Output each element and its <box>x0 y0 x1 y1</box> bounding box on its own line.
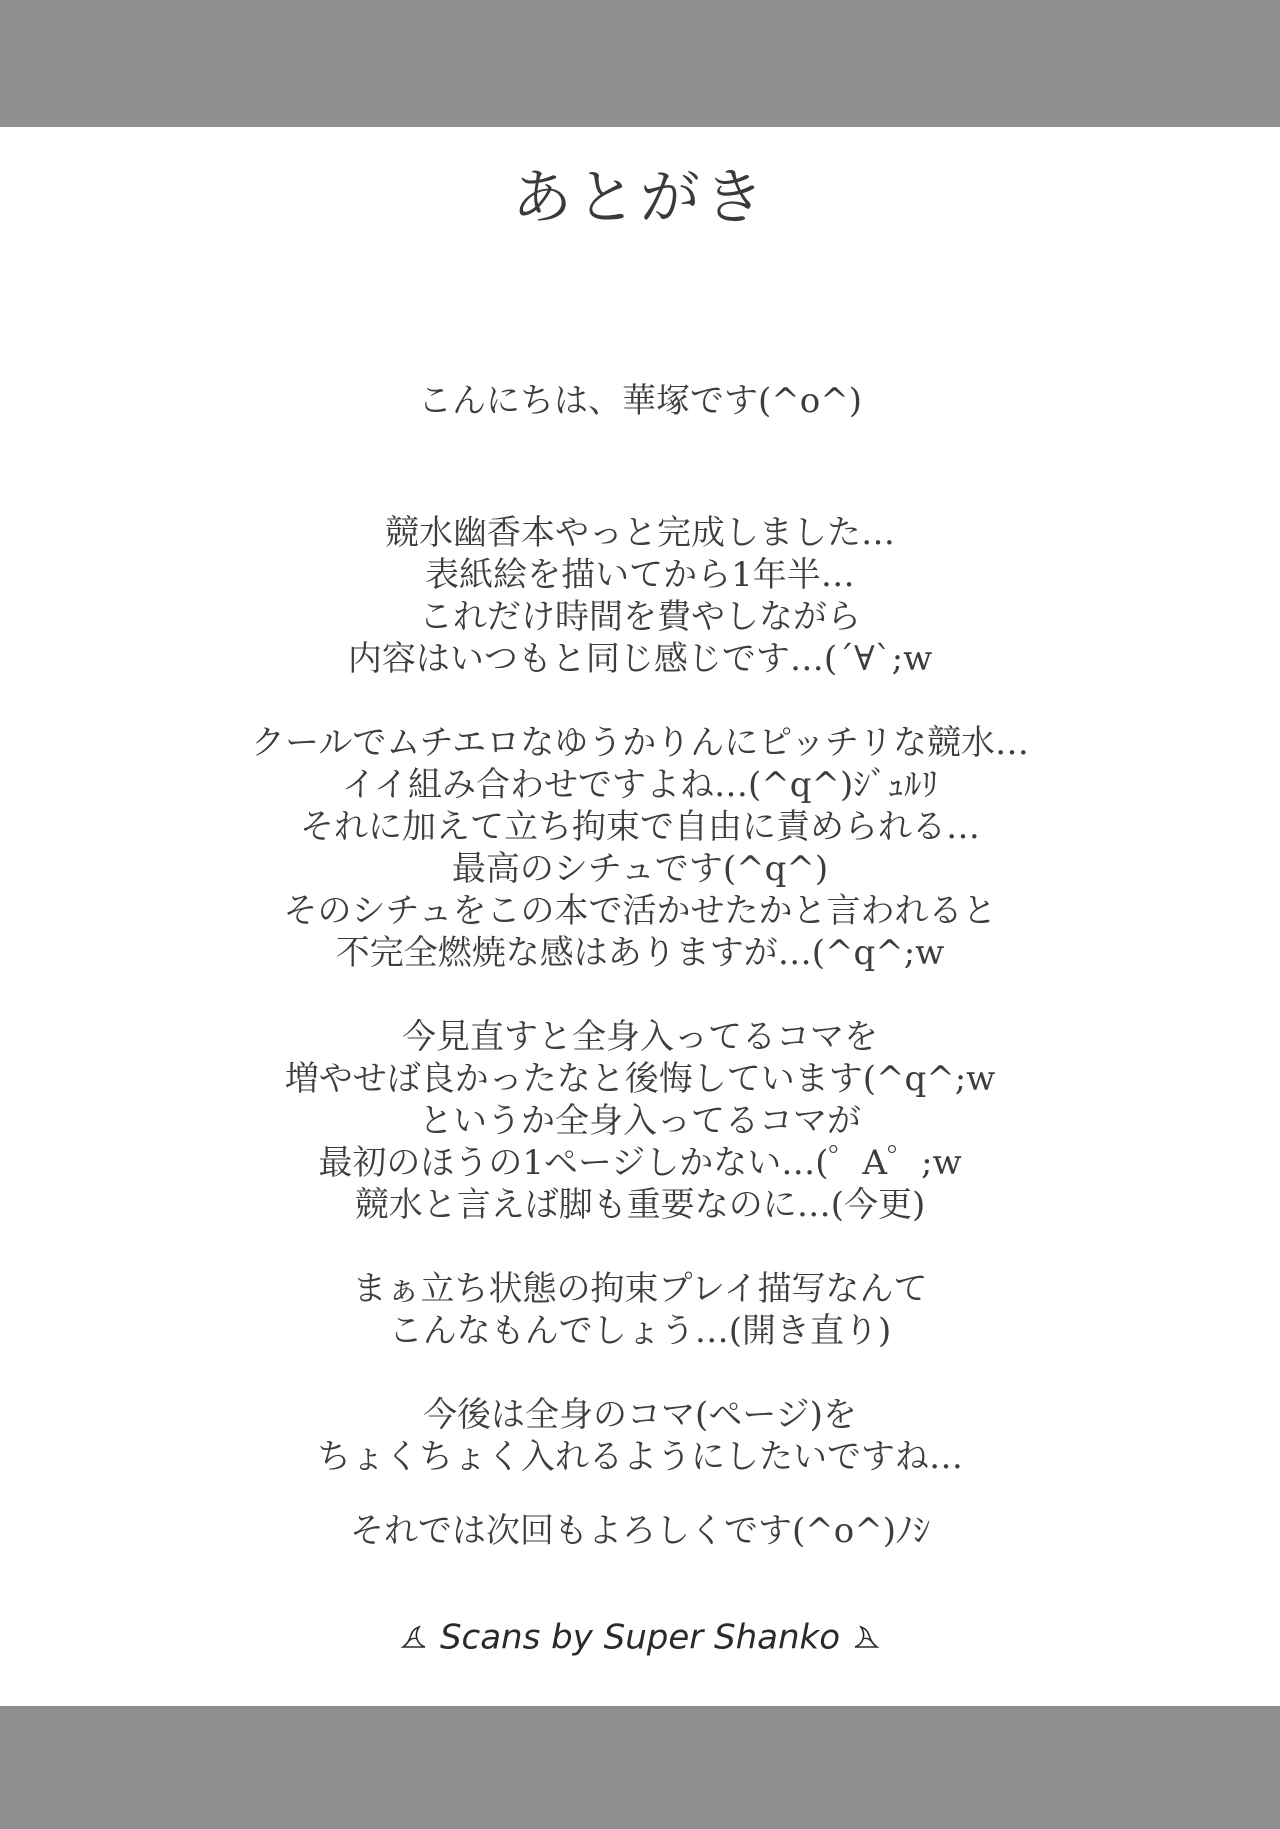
paragraph-line: クールでムチエロなゆうかりんにピッチリな競水… <box>251 723 1029 763</box>
paragraph-line: というか全身入ってるコマが <box>419 1101 861 1141</box>
paragraph-line: 不完全燃焼な感はありますが…(^q^;w <box>335 933 945 973</box>
spacer <box>0 422 1280 512</box>
page-title: あとがき <box>512 163 768 233</box>
paragraph-line: それに加えて立ち拘束で自由に責められる… <box>300 807 980 847</box>
spacer <box>0 1226 1280 1268</box>
paragraph-line: 競水と言えば脚も重要なのに…(今更) <box>354 1185 926 1225</box>
paragraph-line: 表紙絵を描いてから1年半… <box>425 555 855 595</box>
paragraph-line: ちょくちょく入れるようにしたいですね… <box>317 1437 963 1477</box>
paragraph-line: 最初のほうの1ページしかない…(゜A゜;w <box>318 1143 962 1183</box>
paragraph-line: 増やせば良かったなと後悔しています(^q^;w <box>284 1059 996 1099</box>
paragraph-line: まぁ立ち状態の拘束プレイ描写なんて <box>352 1269 928 1309</box>
flourish-left-icon <box>399 1623 429 1653</box>
paragraph-line: これだけ時間を費やしながら <box>419 597 861 637</box>
paragraph-4 <box>0 1268 1280 1352</box>
paragraph-line: 最高のシチュです(^q^) <box>451 849 829 889</box>
paragraph-1 <box>0 512 1280 680</box>
paragraph-line: こんなもんでしょう…(開き直り) <box>388 1311 892 1351</box>
spacer <box>0 680 1280 722</box>
greeting-text: こんにちは、華塚です(^o^) <box>418 381 862 421</box>
paragraph-5 <box>0 1394 1280 1478</box>
spacer <box>0 1352 1280 1394</box>
top-gray-band <box>0 0 1280 127</box>
paragraph-3 <box>0 1016 1280 1226</box>
paragraph-line: そのシチュをこの本で活かせたかと言われると <box>283 891 997 931</box>
credit-text: Scans by Super Shanko <box>439 1617 841 1658</box>
scan-credit <box>0 1616 1280 1658</box>
closing-line: それでは次回もよろしくです(^o^)ﾉｼ <box>350 1511 930 1551</box>
paragraph-2 <box>0 722 1280 974</box>
afterword-body <box>0 380 1280 1478</box>
paragraph-line: 今見直すと全身入ってるコマを <box>402 1017 878 1057</box>
bottom-gray-band <box>0 1706 1280 1829</box>
flourish-right-icon <box>851 1623 881 1653</box>
paragraph-line: 今後は全身のコマ(ページ)を <box>423 1395 857 1435</box>
spacer <box>0 974 1280 1016</box>
paragraph-line: 内容はいつもと同じ感じです…(´∀`;w <box>347 639 933 679</box>
greeting-line <box>0 380 1280 422</box>
paragraph-line: イイ組み合わせですよね…(^q^)ｼﾞｭﾙﾘ <box>341 765 939 805</box>
paragraph-line: 競水幽香本やっと完成しました… <box>385 513 895 553</box>
